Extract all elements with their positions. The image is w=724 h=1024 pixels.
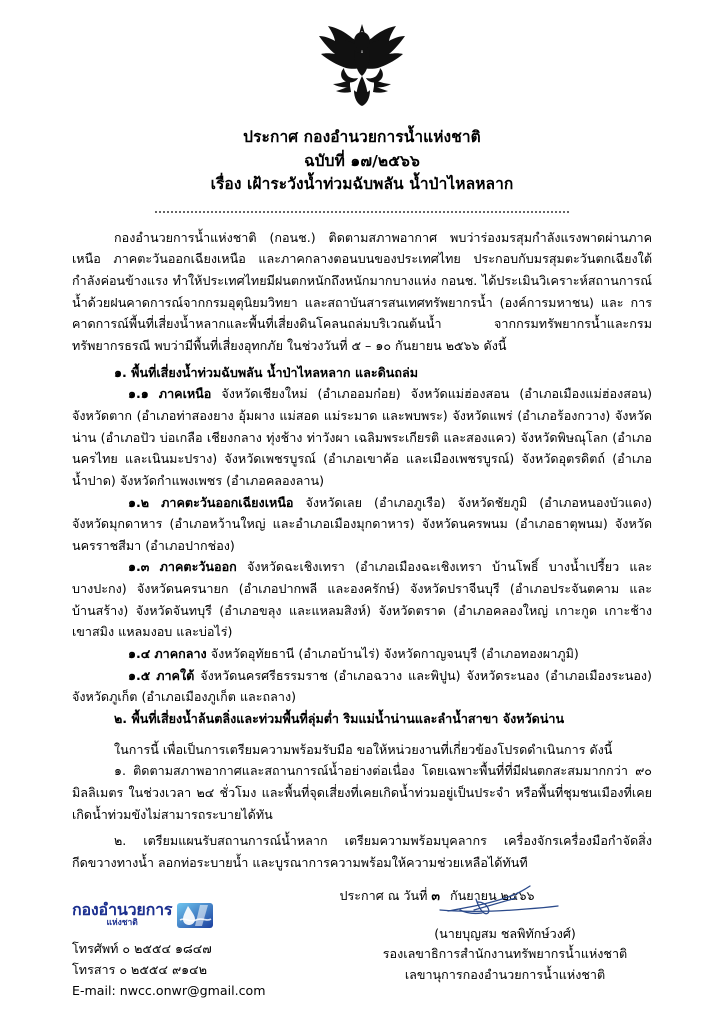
phone-number: โทรศัพท์ ๐ ๒๕๕๔ ๑๘๔๗ — [72, 941, 212, 956]
signatory-role-line-2: เลขานุการกองอำนวยการน้ำแห่งชาติ — [404, 966, 606, 982]
subsection-1-2-text: จังหวัดเลย (อำเภอภูเรือ) จังหวัดชัยภูมิ (อำเภอหนองบัวแดง) จังหวัดมุกดาหาร (อำเภอหว้านใหญ่ และอำเภอเมืองมุกดาหาร) จังหวัดนครพนม (อำเภอธาตุพนม) จังหวัดนครราชสีมา (อำเภอปากช่อง) — [72, 494, 653, 553]
subsection-1-4-text: จังหวัดอุทัยธานี (อำเภอบ้านไร่) จังหวัดกาญจนบุรี (อำเภอทองผาภูมิ) — [210, 646, 579, 662]
action-item-1: ๑. ติดตามสภาพอากาศและสถานการณ์น้ำอย่างต่อเนื่อง โดยเฉพาะพื้นที่ที่มีฝนตกสะสมมากกว่า ๙๐ มิลลิเมตร ในช่วงเวลา ๒๔ ชั่วโมง และพื้นที่จุดเสี่ยงที่เคยเกิดน้ำท่วมอยู่เป็นประจำ หรือพื้นที่ชุมชนเมืองที่เคยเกิดน้ำท่วมขังไม่สามารถระบายได้ทัน — [72, 763, 652, 822]
emblem-container — [72, 0, 652, 122]
logo-line-1: กองอำนวยการ — [72, 900, 173, 920]
date-day: ๓ — [431, 887, 440, 903]
subsection-1-4-region: ภาคกลาง — [154, 646, 207, 662]
footer-contact-block — [72, 898, 342, 1001]
subsection-1-5 — [72, 665, 652, 708]
subsection-1-1-text: จังหวัดเชียงใหม่ (อำเภออมก๋อย) จังหวัดแม่ฮ่องสอน (อำเภอเมืองแม่ฮ่องสอน) จังหวัดตาก (อำเภอท่าสองยาง อุ้มผาง แม่สอด แม่ระมาด และพบพระ) จังหวัดแพร่ (อำเภอร้องกวาง) จังหวัดน่าน (อำเภอปัว บ่อเกลือ เชียงกลาง ทุ่งช้าง ท่าวังผา เฉลิมพระเกียรติ และสองแคว) จังหวัดพิษณุโลก (อำเภอนครไทย และเนินมะปราง) จังหวัดเพชรบูรณ์ (อำเภอเขาค้อ และเมืองเพชรบูรณ์) จังหวัดอุตรดิตถ์ (อำเภอน้ำปาด) จังหวัดกำแพงเพชร (อำเภอคลองลาน) — [72, 386, 652, 488]
handwritten-signature — [430, 880, 580, 922]
subsection-1-5-number: ๑.๕ — [128, 667, 151, 683]
section-2-heading: ๒. พื้นที่เสี่ยงน้ำล้นตลิ่งและท่วมพื้นที่ลุ่มต่ำ ริมแม่น้ำน่านและลำน้ำสาขา จังหวัดน่าน — [114, 711, 565, 727]
dotted-divider — [155, 211, 569, 213]
subsection-1-1-number: ๑.๑ — [128, 386, 149, 402]
subsection-1-3-text: จังหวัดฉะเชิงเทรา (อำเภอเมืองฉะเชิงเทรา บ้านโพธิ์ บางน้ำเปรี้ยว และบางปะกง) จังหวัดนครนายก (อำเภอปากพลี และองครักษ์) จังหวัดปราจีนบุรี (อำเภอประจันตคาม และบ้านสร้าง) จังหวัดจันทบุรี (อำเภอขลุง และแหลมสิงห์) จังหวัดตราด (อำเภอคลองใหญ่ เกาะกูด เกาะช้าง เขาสมิง แหลมงอบ และบ่อไร่) — [72, 559, 652, 640]
signatory-role-line-1: รองเลขาธิการสำนักงานทรัพยากรน้ำแห่งชาติ — [382, 946, 628, 962]
subsection-1-2-region: ภาคตะวันออกเฉียงเหนือ — [161, 494, 294, 510]
logo-line-2: แห่งชาติ — [106, 918, 138, 929]
onwr-logo — [72, 898, 342, 932]
subsection-1-1 — [72, 383, 652, 491]
subsection-1-3-number: ๑.๓ — [128, 559, 150, 575]
date-prefix: ประกาศ ณ วันที่ — [339, 887, 428, 903]
date-suffix: กันยายน ๒๕๖๖ — [450, 887, 535, 903]
email-address[interactable]: E-mail: nwcc.onwr@gmail.com — [72, 983, 266, 999]
document-body — [72, 227, 652, 874]
action-intro-paragraph: ในการนี้ เพื่อเป็นการเตรียมความพร้อมรับมือ ขอให้หน่วยงานที่เกี่ยวข้องโปรดดำเนินการ ดังนี้ — [114, 741, 613, 757]
subsection-1-1-region: ภาคเหนือ — [158, 386, 212, 402]
subsection-1-2 — [72, 492, 652, 557]
subsection-1-4-number: ๑.๔ — [128, 646, 151, 662]
title-line-1: ประกาศ กองอำนวยการน้ำแห่งชาติ — [243, 128, 481, 146]
section-1-heading: ๑. พื้นที่เสี่ยงน้ำท่วมฉับพลัน น้ำป่าไหลหลาก และดินถล่ม — [114, 364, 419, 380]
action-item-2: ๒. เตรียมแผนรับสถานการณ์น้ำหลาก เตรียมความพร้อมบุคลากร เครื่องจักรเครื่องมือกำจัดสิ่งกีดขวางทางน้ำ ลอกท่อระบายน้ำ และบูรณาการความพร้อมให้ความช่วยเหลือได้ทันที — [72, 833, 652, 871]
subsection-1-4 — [72, 643, 652, 665]
title-line-2: ฉบับที่ ๑๗/๒๕๖๖ — [304, 151, 420, 170]
subsection-1-3-region: ภาคตะวันออก — [159, 559, 237, 575]
garuda-emblem — [310, 14, 414, 114]
water-droplet-logo-icon — [176, 900, 214, 930]
subsection-1-3 — [72, 556, 652, 643]
subsection-1-5-text: จังหวัดนครศรีธรรมราช (อำเภอฉวาง และพิปูน) จังหวัดระนอง (อำเภอเมืองระนอง) จังหวัดภูเก็ต (อำเภอเมืองภูเก็ต และถลาง) — [72, 667, 652, 705]
signatory-name: (นายบุญสม ชลพิทักษ์วงศ์) — [434, 926, 576, 941]
title-line-3: เรื่อง เฝ้าระวังน้ำท่วมฉับพลัน น้ำป่าไหลหลาก — [210, 175, 514, 194]
contact-details — [72, 938, 342, 1001]
signature-block — [355, 880, 655, 985]
intro-paragraph: กองอำนวยการน้ำแห่งชาติ (กอนช.) ติดตามสภาพอากาศ พบว่าร่องมรสุมกำลังแรงพาดผ่านภาคเหนือ ภาคตะวันออกเฉียงเหนือ และภาคกลางตอนบนของประเทศไทย ประกอบกับมรสุมตะวันตกเฉียงใต้กำลังค่อนข้างแรง ทำให้ประเทศไทยมีฝนตกหนักถึงหนักมากบางแห่ง กอนช. ได้ประเมินวิเคราะห์สถานการณ์น้ำด้วยฝนคาดการณ์จากกรมอุตุนิยมวิทยา และสถาบันสารสนเทศทรัพยากรน้ำ (องค์การมหาชน) และ การคาดการณ์พื้นที่เสี่ยงน้ำหลากและพื้นที่เสี่ยงดินโคลนถล่มบริเวณต้นน้ำ จากกรมทรัพยากรน้ำและกรมทรัพยากรธรณี พบว่ามีพื้นที่เสี่ยงอุทกภัย ในช่วงวันที่ ๕ – ๑๐ กันยายน ๒๕๖๖ ดังนี้ — [72, 229, 652, 353]
fax-number: โทรสาร ๐ ๒๕๕๔ ๙๑๔๒ — [72, 962, 207, 978]
subsection-1-2-number: ๑.๒ — [128, 494, 150, 510]
document-title — [72, 126, 652, 197]
subsection-1-5-region: ภาคใต้ — [156, 667, 195, 683]
logo-text — [72, 902, 172, 928]
